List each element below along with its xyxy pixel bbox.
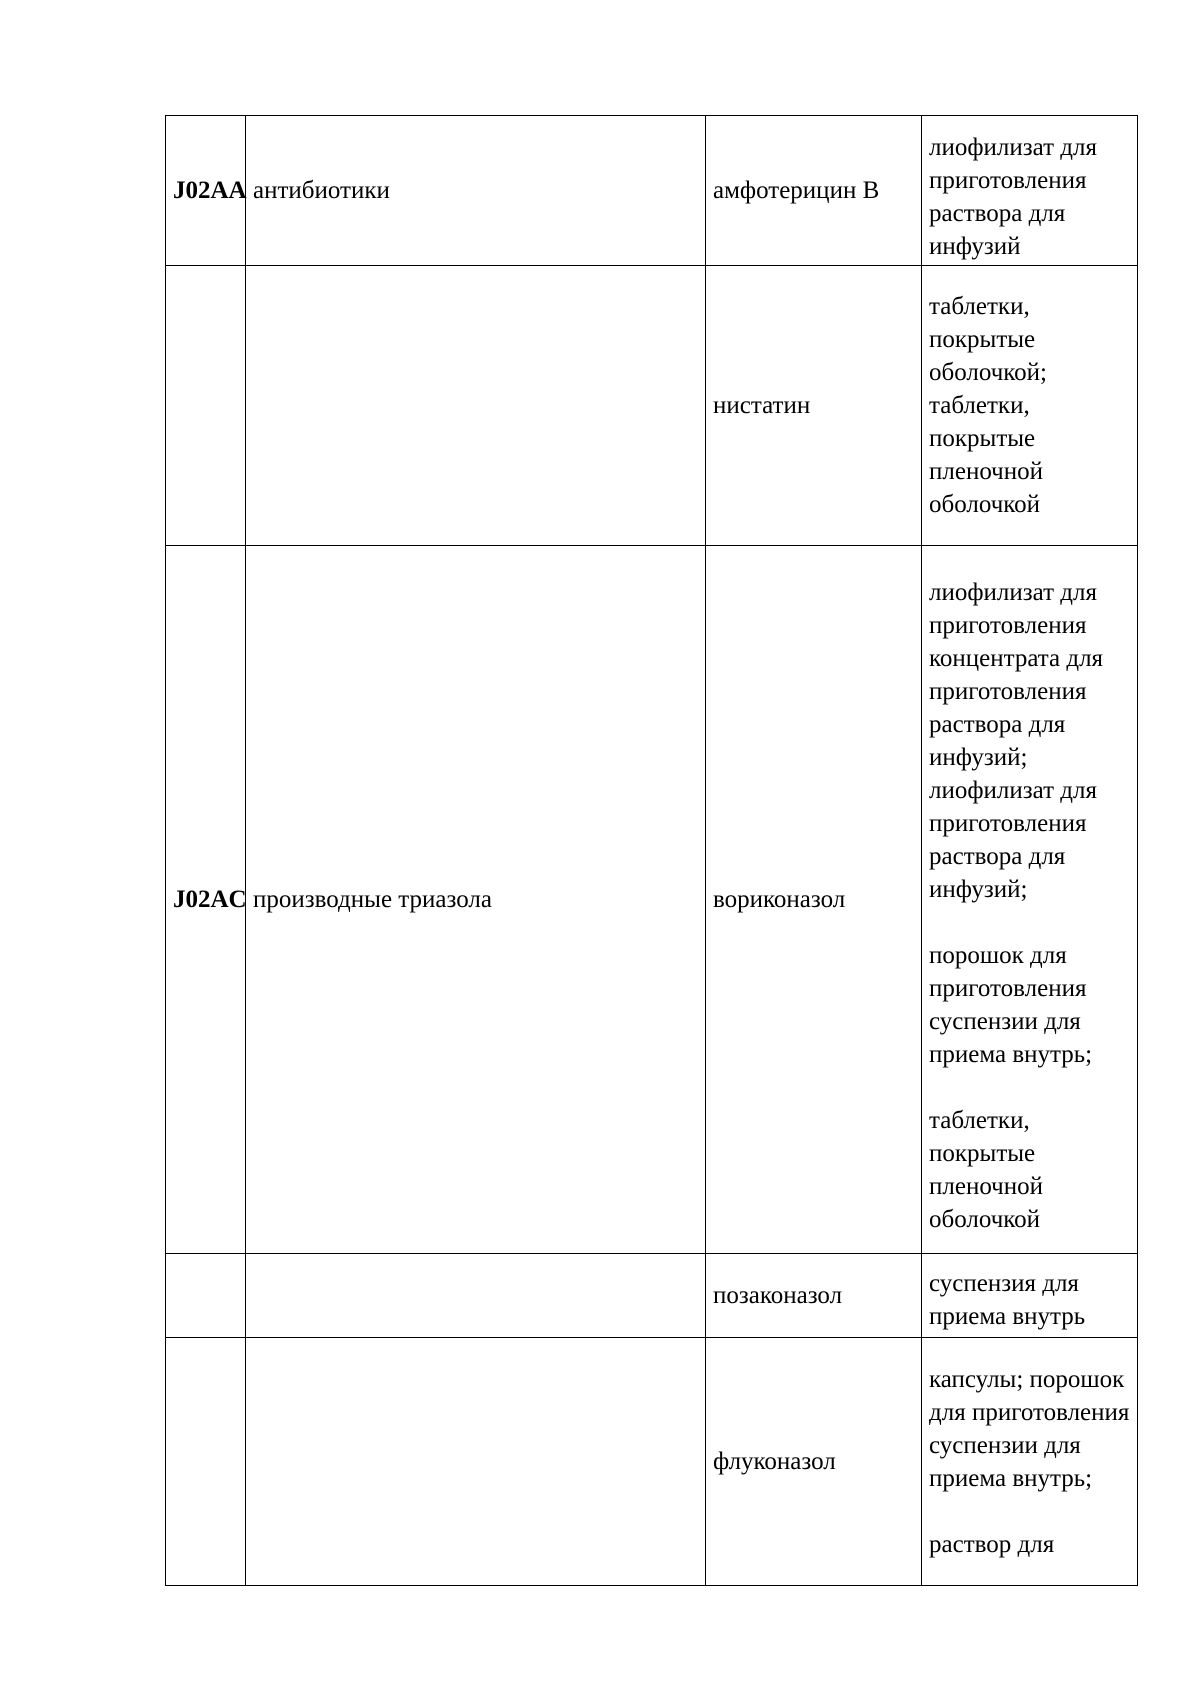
atc-code: [166, 1254, 246, 1338]
atc-code: [166, 266, 246, 546]
dosage-form-text: таблетки, покрытые оболочкой; таблетки, покрытые пленочной оболочкой: [929, 293, 1047, 518]
dosage-form-text: лиофилизат для приготовления концентрата для приготовления раствора для инфузий; лиофилизат для приготовления раствора для инфузий;: [929, 578, 1104, 903]
atc-code: J02AA: [166, 116, 246, 266]
group-name: [246, 1338, 706, 1586]
dosage-form-text: таблетки, покрытые пленочной оболочкой: [929, 1106, 1044, 1233]
atc-code: J02AC: [166, 546, 246, 1254]
dosage-form-text: суспензия для приема внутрь: [929, 1269, 1086, 1330]
table-row: [166, 266, 1138, 546]
drug-table: [165, 115, 1138, 1586]
table-row: [166, 1254, 1138, 1338]
dosage-form-text: лиофилизат для приготовления раствора для инфузий: [929, 133, 1097, 260]
dosage-forms: [922, 1338, 1138, 1586]
group-name: [246, 1254, 706, 1338]
drug-name: вориконазол: [706, 546, 922, 1254]
drug-name: флуконазол: [706, 1338, 922, 1586]
drug-name: амфотерицин B: [706, 116, 922, 266]
dosage-forms: [922, 266, 1138, 546]
group-name: производные триазола: [246, 546, 706, 1254]
drug-name: нистатин: [706, 266, 922, 546]
dosage-form-text: порошок для приготовления суспензии для приема внутрь;: [929, 941, 1093, 1068]
group-name: [246, 266, 706, 546]
table-row: [166, 116, 1138, 266]
dosage-form-text: капсулы; порошок для приготовления суспензии для приема внутрь;: [929, 1365, 1130, 1492]
table-row: [166, 546, 1138, 1254]
atc-code: [166, 1338, 246, 1586]
dosage-forms: [922, 116, 1138, 266]
group-name: антибиотики: [246, 116, 706, 266]
dosage-forms: [922, 546, 1138, 1254]
table-row: [166, 1338, 1138, 1586]
dosage-forms: [922, 1254, 1138, 1338]
drug-name: позаконазол: [706, 1254, 922, 1338]
dosage-form-text: раствор для: [929, 1530, 1055, 1558]
